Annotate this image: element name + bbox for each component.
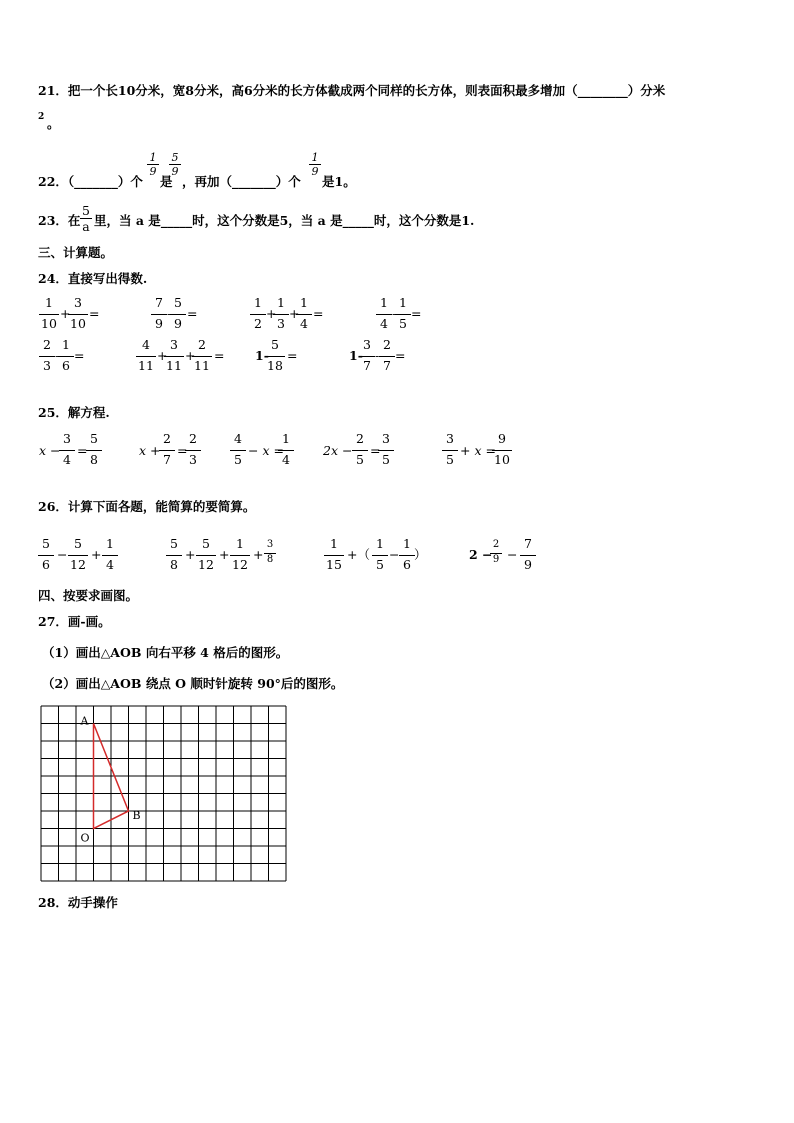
q26-e1-frac3: 1 4: [102, 538, 118, 574]
q26-e3-frac1: 1 15: [324, 538, 344, 574]
q22-blank-2[interactable]: _______: [232, 174, 276, 189]
label-a: A: [80, 714, 89, 728]
q24-r2-e4-frac1: 3 7: [359, 339, 375, 375]
q22-text-is: 是: [160, 174, 173, 189]
q25-e1-frac1: 3 4: [59, 433, 75, 469]
q24-r1-e4-frac2: 1 5: [395, 297, 411, 333]
label-o: O: [80, 831, 90, 845]
q25-e4-frac1: 2 5: [352, 433, 368, 469]
q27-subtask-2: （2）画出△AOB 绕点 O 顺时针旋转 90°后的图形。: [42, 676, 344, 691]
q22-end: 是1。: [322, 174, 356, 189]
q23-blank-2[interactable]: _____: [342, 213, 374, 228]
q22-fraction-2: 5 9: [169, 152, 181, 177]
q21-end: 。: [47, 116, 60, 131]
q25-e3-frac2: 1 4: [278, 433, 294, 469]
q23-rest: 里，当 a 是_____时，这个分数是5，当 a 是_____时，这个分数是1.: [94, 213, 475, 228]
q25-e5-frac1: 3 5: [442, 433, 458, 469]
q21-superscript: 2: [38, 112, 45, 122]
q27-subtask-1: （1）画出△AOB 向右平移 4 格后的图形。: [42, 645, 289, 660]
q24-r2-e1-frac2: 1 6: [58, 339, 74, 375]
q24-r2-e3-frac1: 5 18: [265, 339, 285, 375]
q25-e2-frac1: 2 7: [159, 433, 175, 469]
q26-e4-frac1: 2 9: [490, 540, 502, 570]
question-21: [38, 85, 665, 98]
q24-r2-e1-frac1: 2 3: [39, 339, 55, 375]
q26-e4-frac2: 7 9: [520, 538, 536, 574]
q23-start: 23．在: [38, 213, 81, 228]
q21-blank[interactable]: ________: [577, 83, 628, 98]
q24-r1-e4-frac1: 1 4: [376, 297, 392, 333]
q24-r1-e3-frac2: 1 3: [273, 297, 289, 333]
q24-r2-e2-frac2: 3 11: [164, 339, 184, 375]
q27-title: 27．画-画。: [38, 614, 111, 629]
q24-title: 24．直接写出得数.: [38, 271, 148, 286]
grid-lines: [41, 706, 286, 881]
q22-continue: ，再加（_______）个: [182, 174, 301, 189]
q26-e3-frac2: 1 5: [372, 538, 388, 574]
q25-e3-frac1: 4 5: [230, 433, 246, 469]
q21-after: ）分米: [627, 83, 666, 98]
q26-title: 26．计算下面各题，能简算的要简算。: [38, 499, 256, 514]
question-22: 22．（_______）个: [38, 174, 143, 189]
q22-fraction-3: 1 9: [309, 152, 321, 177]
q23-blank-1[interactable]: _____: [160, 213, 193, 228]
q25-e2-frac2: 2 3: [185, 433, 201, 469]
q23-fraction: 5 a: [80, 205, 92, 236]
q26-e2-frac4: 3 8: [264, 540, 276, 570]
q26-e3-frac3: 1 6: [399, 538, 415, 574]
q21-text: 21．把一个长10分米，宽8分米，高6分米的长方体截成两个同样的长方体，则表面积最多增加（: [38, 83, 578, 98]
q26-e2-frac1: 5 8: [166, 538, 182, 574]
q25-e1-frac2: 5 8: [86, 433, 102, 469]
label-b: B: [132, 809, 141, 822]
q27-grid-figure[interactable]: [30, 700, 295, 890]
q24-r1-e2-frac1: 7 9: [151, 297, 167, 333]
q24-r1-e3-frac3: 1 4: [296, 297, 312, 333]
q26-e2-frac2: 5 12: [196, 538, 216, 574]
q24-r1-e3-frac1: 1 2: [250, 297, 266, 333]
q24-r1-e1-frac1: 1 10: [39, 297, 59, 333]
q28-title: 28．动手操作: [38, 895, 118, 910]
q22-fraction-1: 1 9: [147, 152, 159, 177]
q26-e1-frac2: 5 12: [68, 538, 88, 574]
q24-r1-e2-frac2: 5 9: [170, 297, 186, 333]
q25-e4-frac2: 3 5: [378, 433, 394, 469]
q24-r2-e2-frac1: 4 11: [136, 339, 156, 375]
q25-title: 25．解方程.: [38, 405, 110, 420]
q22-blank-1[interactable]: _______: [74, 174, 118, 189]
q24-r1-e1-frac2: 3 10: [68, 297, 88, 333]
section-3-heading: 三、计算题。: [38, 245, 114, 260]
q24-r2-e4-frac2: 2 7: [379, 339, 395, 375]
q25-e5-frac2: 9 10: [492, 433, 512, 469]
section-4-heading: 四、按要求画图。: [38, 588, 139, 603]
q26-e2-frac3: 1 12: [230, 538, 250, 574]
q26-e1-frac1: 5 6: [38, 538, 54, 574]
q24-r2-e2-frac3: 2 11: [192, 339, 212, 375]
